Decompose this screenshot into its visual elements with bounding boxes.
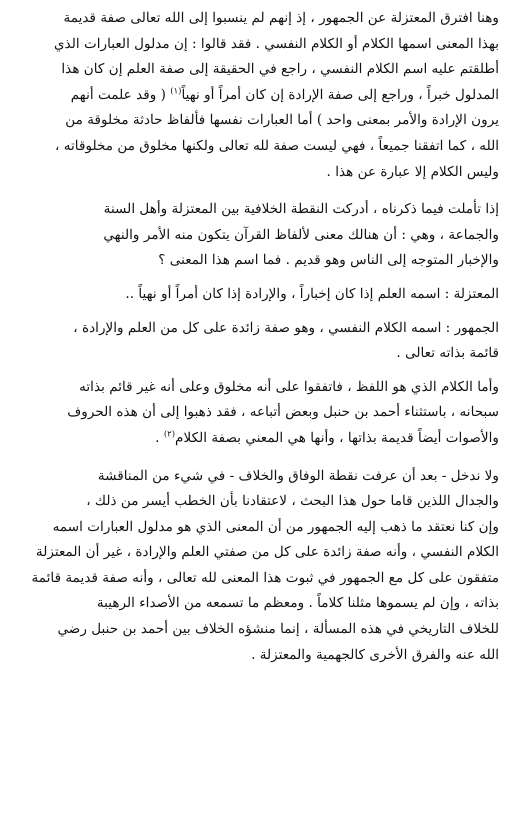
text-line: أطلقتم عليه اسم الكلام النفسي ، راجع في الحقيقة إلى صفة العلم إن كان هذا	[61, 61, 499, 78]
text-line: المعتزلة : اسمه العلم إذا كان إخباراً ، والإرادة إذا كان أمراً أو نهياً ..	[125, 285, 499, 302]
paragraph-2	[18, 197, 499, 274]
footnote-ref: (٢)	[163, 429, 176, 440]
text-line: والجماعة ، وهي : أن هنالك معنى لألفاظ القرآن يتكون منه الأمر والنهي	[103, 226, 499, 243]
text-line: وإن كنا نعتقد ما ذهب إليه الجمهور من أن المعنى الذي هو مدلول العبارات اسمه	[52, 518, 499, 535]
text-line: وأما الكلام الذي هو اللفظ ، فاتفقوا على أنه مخلوق وعلى أنه غير قائم بذاته	[79, 378, 499, 395]
text-segment: والأصوات أيضاً قديمة بذاتها ، وأنها هي المعني بصفة الكلام	[175, 429, 499, 446]
text-line: للخلاف التاريخي في هذه المسألة ، إنما منشؤه الخلاف بين أحمد بن حنبل رضي	[57, 621, 499, 638]
text-line: بهذا المعنى اسمها الكلام أو الكلام النفسي . فقد قالوا : إن مدلول العبارات الذي	[53, 35, 499, 52]
text-line: والإخبار المتوجه إلى الناس وهو قديم . فما اسم هذا المعنى ؟	[158, 252, 499, 269]
text-line: قائمة بذاته تعالى .	[396, 345, 499, 362]
text-line-with-footnote	[18, 426, 499, 452]
text-line: وليس الكلام إلا عبارة عن هذا .	[326, 163, 499, 180]
text-line: الكلام النفسي ، وأنه صفة زائدة على كل من صفتي العلم والإرادة ، غير أن المعتزلة	[35, 544, 499, 561]
text-line: والجدال اللذين قاما حول هذا البحث ، لاعتقادنا بأن الخطب أيسر من ذلك ،	[86, 493, 499, 510]
text-line: ولا ندخل - بعد أن عرفت نقطة الوفاق والخلاف - في شيء من المناقشة	[97, 467, 499, 484]
text-segment: .	[155, 429, 164, 446]
text-line: إذا تأملت فيما ذكرناه ، أدركت النقطة الخلافية بين المعتزلة وأهل السنة	[103, 201, 499, 218]
text-line: الجمهور : اسمه الكلام النفسي ، وهو صفة زائدة على كل من العلم والإرادة ،	[73, 319, 499, 336]
paragraph-6	[18, 464, 499, 669]
paragraph-3	[18, 282, 499, 308]
text-line: يرون الإرادة والأمر بمعنى واحد ) أما العبارات نفسها فألفاظ حادثة مخلوقة من	[65, 112, 499, 129]
text-segment: ( وقد علمت أنهم	[70, 86, 171, 103]
paragraph-4	[18, 316, 499, 367]
text-line: متفقون على كل مع الجمهور في ثبوت هذا المعنى لله تعالى ، وأنه صفة قديمة قائمة	[31, 569, 499, 586]
paragraph-1	[18, 6, 499, 185]
text-line: وهنا افترق المعتزلة عن الجمهور ، إذ إنهم لم ينسبوا إلى الله تعالى صفة قديمة	[63, 10, 499, 26]
text-segment: المدلول خبراً ، وراجع إلى صفة الإرادة إن كان أمراً أو نهياً	[181, 86, 499, 103]
text-line: الله عنه والفرق الأخرى كالجهمية والمعتزلة .	[251, 646, 499, 663]
text-line-with-footnote	[18, 83, 499, 109]
text-line: الله ، كما اتفقنا جميعاً ، فهي ليست صفة لله تعالى ولكنها مخلوق من مخلوقاته ،	[55, 137, 499, 154]
paragraph-5	[18, 375, 499, 452]
footnote-ref: (١)	[170, 86, 182, 97]
text-line: سبحانه ، باستثناء أحمد بن حنبل وبعض أتباعه ، فقد ذهبوا إلى أن هذه الحروف	[67, 404, 499, 421]
text-line: بذاته ، وإن لم يسموها مثلنا كلاماً . ومعظم ما تسمعه من الأصداء الرهيبة	[96, 595, 499, 612]
